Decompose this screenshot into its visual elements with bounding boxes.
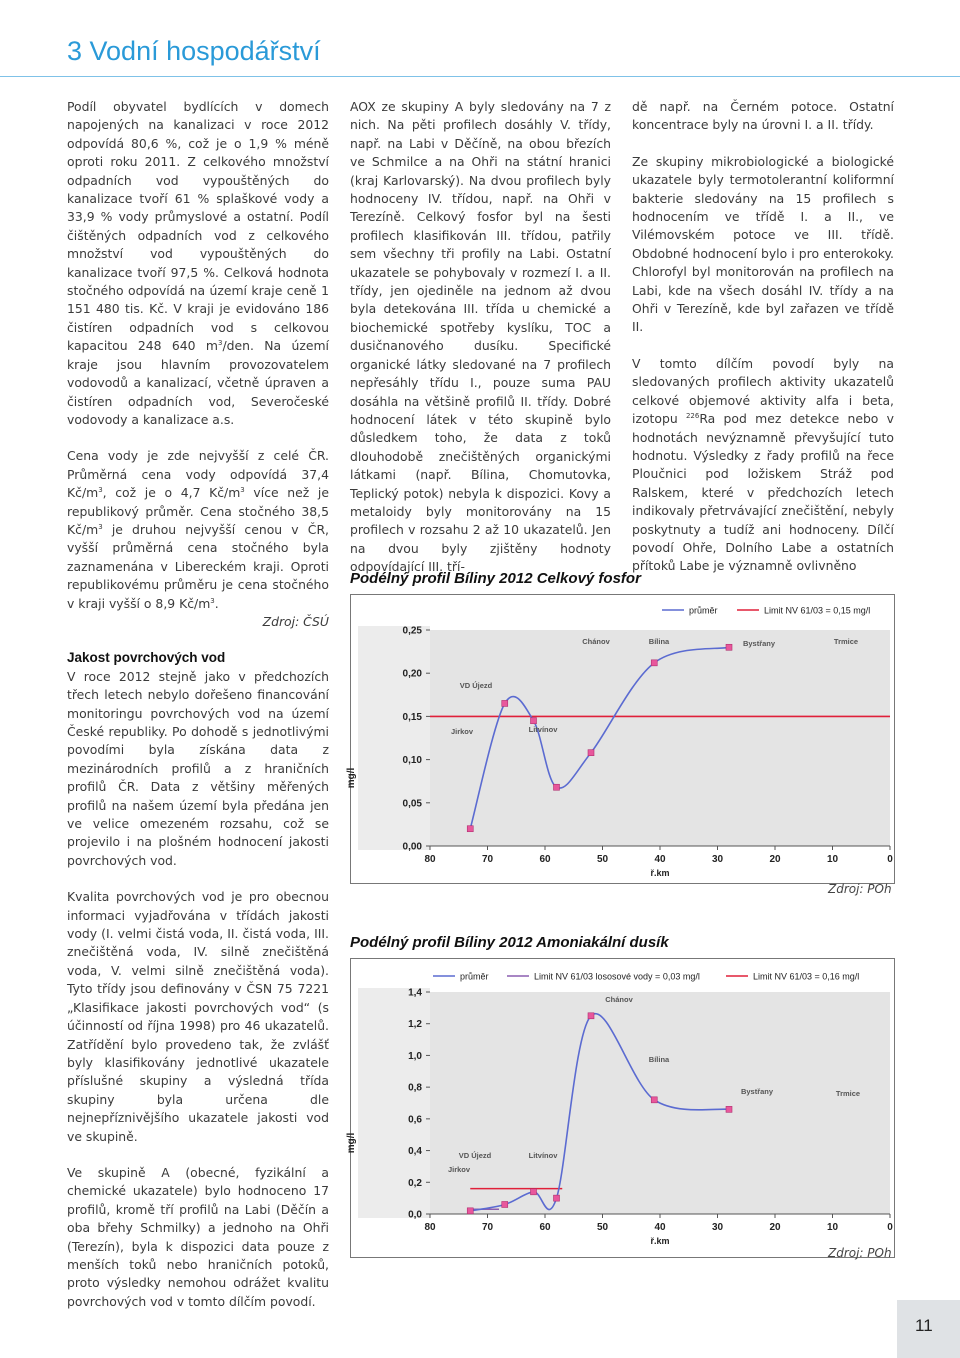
data-point: [502, 1201, 508, 1207]
x-tick-label: 40: [654, 854, 666, 865]
section-heading: Jakost povrchových vod: [67, 650, 226, 666]
site-label: Jirkov: [450, 727, 474, 736]
site-label: Bílina: [648, 1055, 670, 1064]
site-label: Litvínov: [528, 725, 558, 734]
site-label: Chánov: [605, 995, 633, 1004]
data-point: [531, 718, 537, 724]
y-tick-label: 0,4: [408, 1146, 422, 1158]
x-tick-label: 30: [711, 1222, 724, 1233]
paragraph-aox: AOX ze skupiny A byly sledovány na 7 z nich. Na pěti profilech dosáhly V. třídy, např. na Labi v Děčíně, na obou březích ve Schmilce a na Ohři na státní hranici (kraj Karlovarský). Na dvou profilech byly hodnoceny IV. třídou, např. na Ohři v Terezíně. Celkový fosfor byl na šesti profilech klasifikován III. třídou, patřily sem všechny tři profily na Labi. Ostatní ukazatele se pohybovaly v rozmezí I. a II. třídy, jen ojediněle na jednom až dvou byla detekována III. třída u chemické a biochemické spotřeby kyslíku, TOC a dusičnanového dusíku. Specifické organické látky sledované na 7 profilech nepřesáhly třídu I., pouze suma PAU dosáhla na většině profilů II. třídy. Dobré hodnocení látek v této skupině bylo důsledkem toho, že data z toků dlouhodobě znečištěných organickými látkami (např. Bílina, Chomutovka, Teplický potok) nebyla k dispozici. Kovy a metaloidy byly monitorovány na 15 profilech v rozsahu 2 až 10 ukazatelů. Jen na dvou byly zjištěny hodnoty odpovídající III. tří-: [350, 99, 611, 575]
site-label: Trmice: [835, 1089, 861, 1098]
legend-label: průměr: [460, 971, 489, 982]
y-tick-label: 1,0: [408, 1050, 422, 1062]
data-point: [502, 700, 508, 706]
paragraph-radioactivity: V tomto dílčím povodí byly na sledovaných profilech aktivity ukazatelů celkové objemové aktivity alfa i beta, izotopu $^{226}$Ra pod mez detekce nebo v hodnotách nevýznamně převyšující tuto hodnotu. Výsledky z řady profilů na řece Ploučnici pod ložiskem Stráž pod Ralskem, které v předchozích letech indikovaly přetrvávající znečištění, nebyly poskytnuty a tudíž ani hodnoceny. Dílčí povodí Ohře, Dolního Labe a ostatních přítoků Labe je významně ovlivněno: [632, 355, 895, 574]
x-tick-label: 0: [887, 1222, 893, 1233]
plot-area: [430, 630, 890, 846]
paragraph-monitoring: V roce 2012 stejně jako v předchozích třech letech nebylo dořešeno financování monitoringu povrchových vod na území České republiky. Po dohodě s jednotlivými povodími byla získána data z mezinárodních profilů a z hraničních profilů ČR. Data z většiny měřených profilů na našem území byla předána jen ve velice omezeném rozsahu, což se projevilo i na plošném hodnocení jakosti povrchových vod.: [67, 668, 329, 868]
y-tick-label: 0,8: [408, 1082, 422, 1094]
data-point: [651, 1097, 657, 1103]
y-tick-label: 1,4: [408, 987, 422, 999]
data-point: [588, 750, 594, 756]
chart-ammonium: [346, 934, 895, 1260]
data-point: [588, 1013, 594, 1019]
y-tick-label: 0,10: [402, 755, 422, 767]
y-tick-label: 0,2: [408, 1177, 422, 1189]
data-point: [467, 826, 473, 832]
x-tick-label: 30: [711, 854, 724, 865]
paragraph-group-a: Ve skupině A (obecné, fyzikální a chemické ukazatele) bylo hodnoceno 17 profilů, kromě tří profilů na Labi (Děčín a oba břehy Schmilky) a jednoho na Ohři (Terezín), byla k dispozici data pouze z menších toků nebo hraničních potoků, proto výsledky nemohou odrážet kvalitu povrchových vod v tomto dílčím povodí.: [67, 1164, 329, 1309]
x-axis-label: ř.km: [650, 868, 670, 878]
chart-title-phosphorus: Podélný profil Bíliny 2012 Celkový fosfor: [350, 570, 641, 587]
legend-label: Limit NV 61/03 lososové vody = 0,03 mg/l: [534, 971, 700, 982]
paragraph-quality-classes: Kvalita povrchových vod je pro obecnou informaci vyjadřována v třídách jakosti vody (I. velmi čistá voda, II. čistá voda, III. znečištěná voda, IV. silně znečištěná voda, V. velmi silně znečištěná voda). Tyto třídy jsou definovány v ČSN 75 7221 „Klasifikace jakosti povrchových vod“ (s účinností od října 1998) pro 46 ukazatelů. Zatřídění bylo provedeno tak, že zvlášť byly klasifikovány jednotlivé ukazatele příslušné skupiny a výsledná třída skupiny byla určena dle nejnepříznivějšího ukazatele jakosti vod ve skupině.: [67, 889, 329, 1144]
x-tick-label: 80: [424, 854, 436, 865]
paragraph-microbiology: Ze skupiny mikrobiologické a biologické ukazatele byly termotolerantní koliformní bakterie sledovány na 15 profilech s hodnocením ve třídě I. a II., ve Vilémovském potoce ve III. třídě. Obdobné hodnocení bylo i pro enterokoky. Chlorofyl byl monitorován na profilech na Labi, kde na všech dosáhl IV. třídy a na Ohři v Terezíně, kde byl zařazen ve třídě II.: [632, 153, 894, 335]
page-number-box: [897, 1300, 960, 1358]
y-axis-strip: [358, 626, 430, 850]
chart-title-ammonium: Podélný profil Bíliny 2012 Amoniakální dusík: [350, 934, 669, 951]
data-point: [531, 1189, 537, 1195]
site-label: Litvínov: [528, 1151, 558, 1160]
y-tick-label: 0,6: [408, 1114, 422, 1126]
chart-ammonium-svg: [346, 958, 895, 1258]
x-tick-label: 70: [481, 854, 494, 865]
page-number: 11: [915, 1316, 933, 1335]
x-tick-label: 10: [826, 1222, 839, 1233]
y-tick-label: 0,15: [402, 711, 422, 723]
y-tick-label: 0,20: [402, 668, 422, 680]
chart-source-ammonium: Zdroj: POh: [828, 1246, 892, 1260]
x-tick-label: 20: [769, 1222, 781, 1233]
y-tick-label: 0,00: [402, 841, 422, 853]
site-label: VD Újezd: [458, 1151, 492, 1160]
y-axis-label: mg/l: [346, 767, 357, 789]
y-tick-label: 0,05: [402, 798, 422, 810]
site-label: Bystřany: [740, 1087, 774, 1096]
x-tick-label: 50: [596, 854, 609, 865]
x-tick-label: 20: [769, 854, 781, 865]
x-tick-label: 70: [481, 1222, 494, 1233]
paragraph-sewerage: Podíl obyvatel bydlících v domech napojených na kanalizaci v roce 2012 odpovídá 80,6 %, což je o 1,9 % méně oproti roku 2011. Z celkového množství odpadních vod vypouštěných do kanalizace tvoří 61 % splaškové vody a 33,9 % vody průmyslové a ostatní. Podíl čištěných odpadních vod z celkového množství vod vypouštěných do kanalizace tvoří 97,5 %. Celková hodnota stočného odpovídá na území kraje ceně 1 151 480 tis. Kč. V kraji je evidováno 186 čistíren odpadních vod s celkovou kapacitou 248 640 $m^3$/den. Na území kraje jsou hlavním provozovatelem vodovodů a kanalizací, včetně úpraven a čistíren odpadních vod, Severočeské vodovody a kanalizace a.s.: [67, 99, 329, 427]
source-csu: Zdroj: ČSÚ: [262, 613, 329, 629]
data-point: [554, 1195, 560, 1201]
x-tick-label: 40: [654, 1222, 666, 1233]
legend-label: Limit NV 61/03 = 0,15 mg/l: [764, 605, 871, 616]
y-tick-label: 0,25: [402, 625, 422, 637]
x-axis-label: ř.km: [650, 1236, 670, 1246]
y-tick-label: 0,0: [408, 1209, 422, 1221]
site-label: Bílina: [648, 637, 670, 646]
site-label: Chánov: [582, 637, 610, 646]
paragraph-water-price: Cena vody je zde nejvyšší z celé ČR. Průměrná cena vody odpovídá 37,4 $Kč/m^3$, což je o 4,7 $Kč/m^3$ více než je republikový průměr. Cena stočného 38,5 $Kč/m^3$ je druhou nejvyšší cenou v ČR, vyšší průměrná cena stočného byla zaznamenána v Libereckém kraji. Oproti republikovému průměru je cena stočného v kraji vyšší o 8,9 $Kč/m^3$.: [67, 448, 329, 611]
x-tick-label: 60: [539, 854, 551, 865]
x-tick-label: 0: [887, 854, 893, 865]
site-label: Jirkov: [447, 1165, 471, 1174]
chart-phosphorus-svg: [346, 594, 895, 884]
x-tick-label: 60: [539, 1222, 551, 1233]
data-point: [726, 644, 732, 650]
header-rule: [0, 76, 960, 77]
data-point: [726, 1106, 732, 1112]
paragraph-metals-end: dě např. na Černém potoce. Ostatní koncentrace byly na úrovni I. a II. třídy.: [632, 99, 894, 133]
text-column-2: [350, 98, 611, 577]
y-axis-label: mg/l: [346, 1132, 357, 1154]
text-column-1: [67, 98, 329, 1311]
x-tick-label: 50: [596, 1222, 609, 1233]
x-tick-label: 10: [826, 854, 839, 865]
data-point: [554, 784, 560, 790]
chart-source-phosphorus: Zdroj: POh: [828, 882, 892, 896]
chart-phosphorus: [346, 570, 895, 896]
text-column-3: [632, 98, 894, 576]
y-tick-label: 1,2: [408, 1019, 422, 1031]
x-tick-label: 80: [424, 1222, 436, 1233]
site-label: VD Újezd: [459, 681, 493, 690]
site-label: Trmice: [833, 637, 859, 646]
site-label: Bystřany: [742, 639, 776, 648]
page-title: 3 Vodní hospodářství: [67, 36, 321, 66]
legend-label: Limit NV 61/03 = 0,16 mg/l: [753, 971, 860, 982]
legend-label: průměr: [689, 605, 718, 616]
data-point: [651, 660, 657, 666]
data-point: [467, 1208, 473, 1214]
